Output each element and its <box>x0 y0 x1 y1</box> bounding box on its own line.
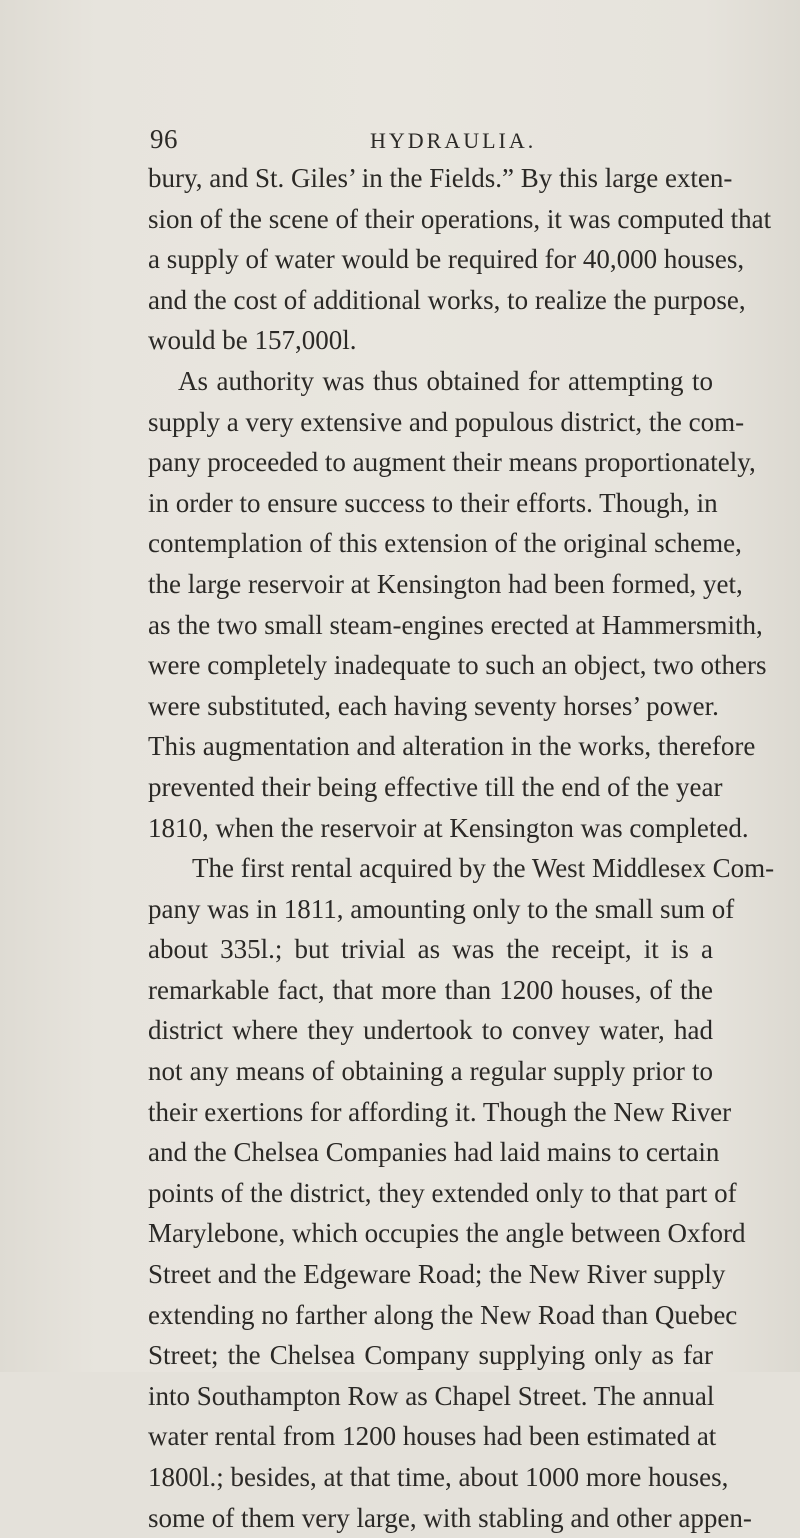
text-line: water rental from 1200 houses had been estimated at <box>148 1421 717 1452</box>
running-title: HYDRAULIA. <box>370 128 537 153</box>
text-line: As authority was thus obtained for attempting to <box>178 365 713 396</box>
text-line: sion of the scene of their operations, it was computed that <box>148 203 772 234</box>
text-line: supply a very extensive and populous district, the com- <box>148 406 745 437</box>
text-line: contemplation of this extension of the original scheme, <box>148 528 742 559</box>
text-line: some of them very large, with stabling and other appen- <box>148 1502 752 1533</box>
text-line: their exertions for affording it. Though the New River <box>148 1096 732 1127</box>
text-line: Marylebone, which occupies the angle between Oxford <box>148 1218 746 1249</box>
page-number: 96 <box>150 124 178 154</box>
text-line: points of the district, they extended only to that part of <box>148 1177 737 1208</box>
text-line: and the cost of additional works, to realize the purpose, <box>148 284 746 315</box>
body-text <box>148 158 775 1538</box>
text-line: pany was in 1811, amounting only to the small sum of <box>148 893 735 924</box>
text-line: about 335l.; but trivial as was the receipt, it is a <box>148 934 713 965</box>
text-line: the large reservoir at Kensington had been formed, yet, <box>148 568 743 599</box>
text-line: The first rental acquired by the West Middlesex Com- <box>192 853 775 884</box>
text-line: not any means of obtaining a regular supply prior to <box>148 1056 713 1087</box>
text-line: prevented their being effective till the end of the year <box>148 771 723 802</box>
text-line: were substituted, each having seventy horses’ power. <box>148 690 719 721</box>
text-line: were completely inadequate to such an object, two others <box>148 650 767 681</box>
text-line: Street; the Chelsea Company supplying only as far <box>148 1340 713 1371</box>
text-line: pany proceeded to augment their means proportionately, <box>148 447 756 478</box>
text-line: into Southampton Row as Chapel Street. The annual <box>148 1380 715 1411</box>
text-line: Street and the Edgeware Road; the New River supply <box>148 1259 726 1290</box>
text-line: bury, and St. Giles’ in the Fields.” By this large exten- <box>148 163 733 193</box>
text-line: extending no farther along the New Road than Quebec <box>148 1299 738 1330</box>
text-line: 1810, when the reservoir at Kensington was completed. <box>148 812 749 843</box>
text-line: 1800l.; besides, at that time, about 1000 more houses, <box>148 1462 729 1492</box>
text-line: as the two small steam-engines erected at Hammersmith, <box>148 609 763 640</box>
text-line: district where they undertook to convey water, had <box>148 1015 713 1046</box>
text-line: remarkable fact, that more than 1200 houses, of the <box>148 974 713 1005</box>
text-line: in order to ensure success to their efforts. Though, in <box>148 487 718 518</box>
text-line: a supply of water would be required for 40,000 houses, <box>148 244 745 275</box>
text-line: and the Chelsea Companies had laid mains to certain <box>148 1137 720 1168</box>
text-line: would be 157,000l. <box>148 325 357 356</box>
text-line: This augmentation and alteration in the works, therefore <box>148 731 756 762</box>
